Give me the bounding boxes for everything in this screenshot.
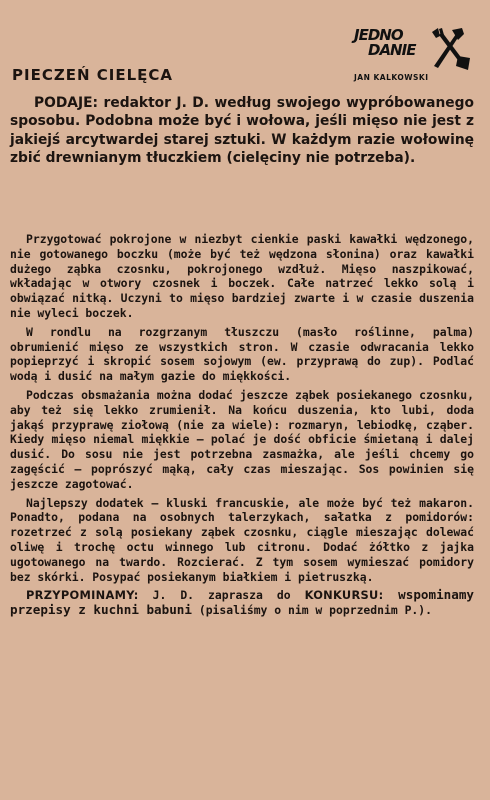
article-intro: PODAJE: redaktor J. D. według swojego wypróbowanego sposobu. Podobna może być i wołowa, jeśli mięso nie jest z jakiejś arcytwardej starej sztuki. W każdym razie wołowinę zbić drewnianym tłuczkiem (cielęciny nie potrzeba). [10,95,474,167]
closing-lead: PRZYPOMINAMY: [26,588,139,603]
closing-text1: J. D. zaprasza do [138,588,305,603]
logo-title-line1: JEDNO [354,26,403,44]
paragraph-preparation: Przygotować pokrojone w niezbyt cienkie paski kawałki wędzonego, nie gotowanego boczku (może być też wędzona słonina) oraz kawałki dużego ząbka czosnku, pokrojonego wzdłuż. Mięso naszpikować, wkładając w otwory czosnek i boczek. Całe natrzeć lekko solą i obwiązać nitką. Uczyni to mięso bardziej zwarte i w czasie duszenia nie wyleci boczek. [10,232,474,320]
column-logo [354,26,472,84]
logo-title [354,28,415,58]
closing-contest: KONKURSU: [304,588,384,603]
paragraph-browning: W rondlu na rozgrzanym tłuszczu (masło roślinne, palma) obrumienić mięso ze wszystkich stron. W czasie odwracania lekko popieprzyć i skropić sosem sojowym (ew. przyprawą do zup). Podlać wodą i dusić na małym gazie do miękkości. [10,324,474,384]
closing-contest-name: wspominamy przepisy z kuchni babuni [10,587,474,618]
closing-text3: (pisaliśmy o nim w poprzednim P.). [191,603,433,618]
fork-knife-icon [428,26,472,72]
closing-note [10,588,474,618]
article-body [10,232,474,622]
paragraph-sauce: Podczas obsmażania można dodać jeszcze ząbek posiekanego czosnku, aby też się lekko zrumienił. Na końcu duszenia, kto lubi, doda jakąś przyprawę ziołową (nie za wiele): rozmaryn, lebiodkę, cząber. Kiedy mięso niemal miękkie — polać je dość obficie śmietaną i dalej dusić. Do sosu nie jest potrzebna zasmażka, ale jeśli chcemy go zagęścić — poprószyć mąką, cały czas mieszając. Sos powinien się jeszcze zagotować. [10,387,474,491]
article-title: PIECZEŃ CIELĘCA [12,66,173,84]
paragraph-side-dishes: Najlepszy dodatek — kluski francuskie, ale może być też makaron. Ponadto, podana na osobnych talerzykach, sałatka z pomidorów: rozetrzeć z solą posiekany ząbek czosnku, ciągle mieszając dolewać oliwę i trochę octu winnego lub citronu. Dodać żółtko z jajka ugotowanego na twardo. Rozcierać. Z tym sosem wymieszać pomidory bez skórki. Posypać posiekanym białkiem i pietruszką. [10,495,474,584]
logo-title-line2: DANIE [368,41,416,59]
logo-author: JAN KALKOWSKI [354,73,429,82]
